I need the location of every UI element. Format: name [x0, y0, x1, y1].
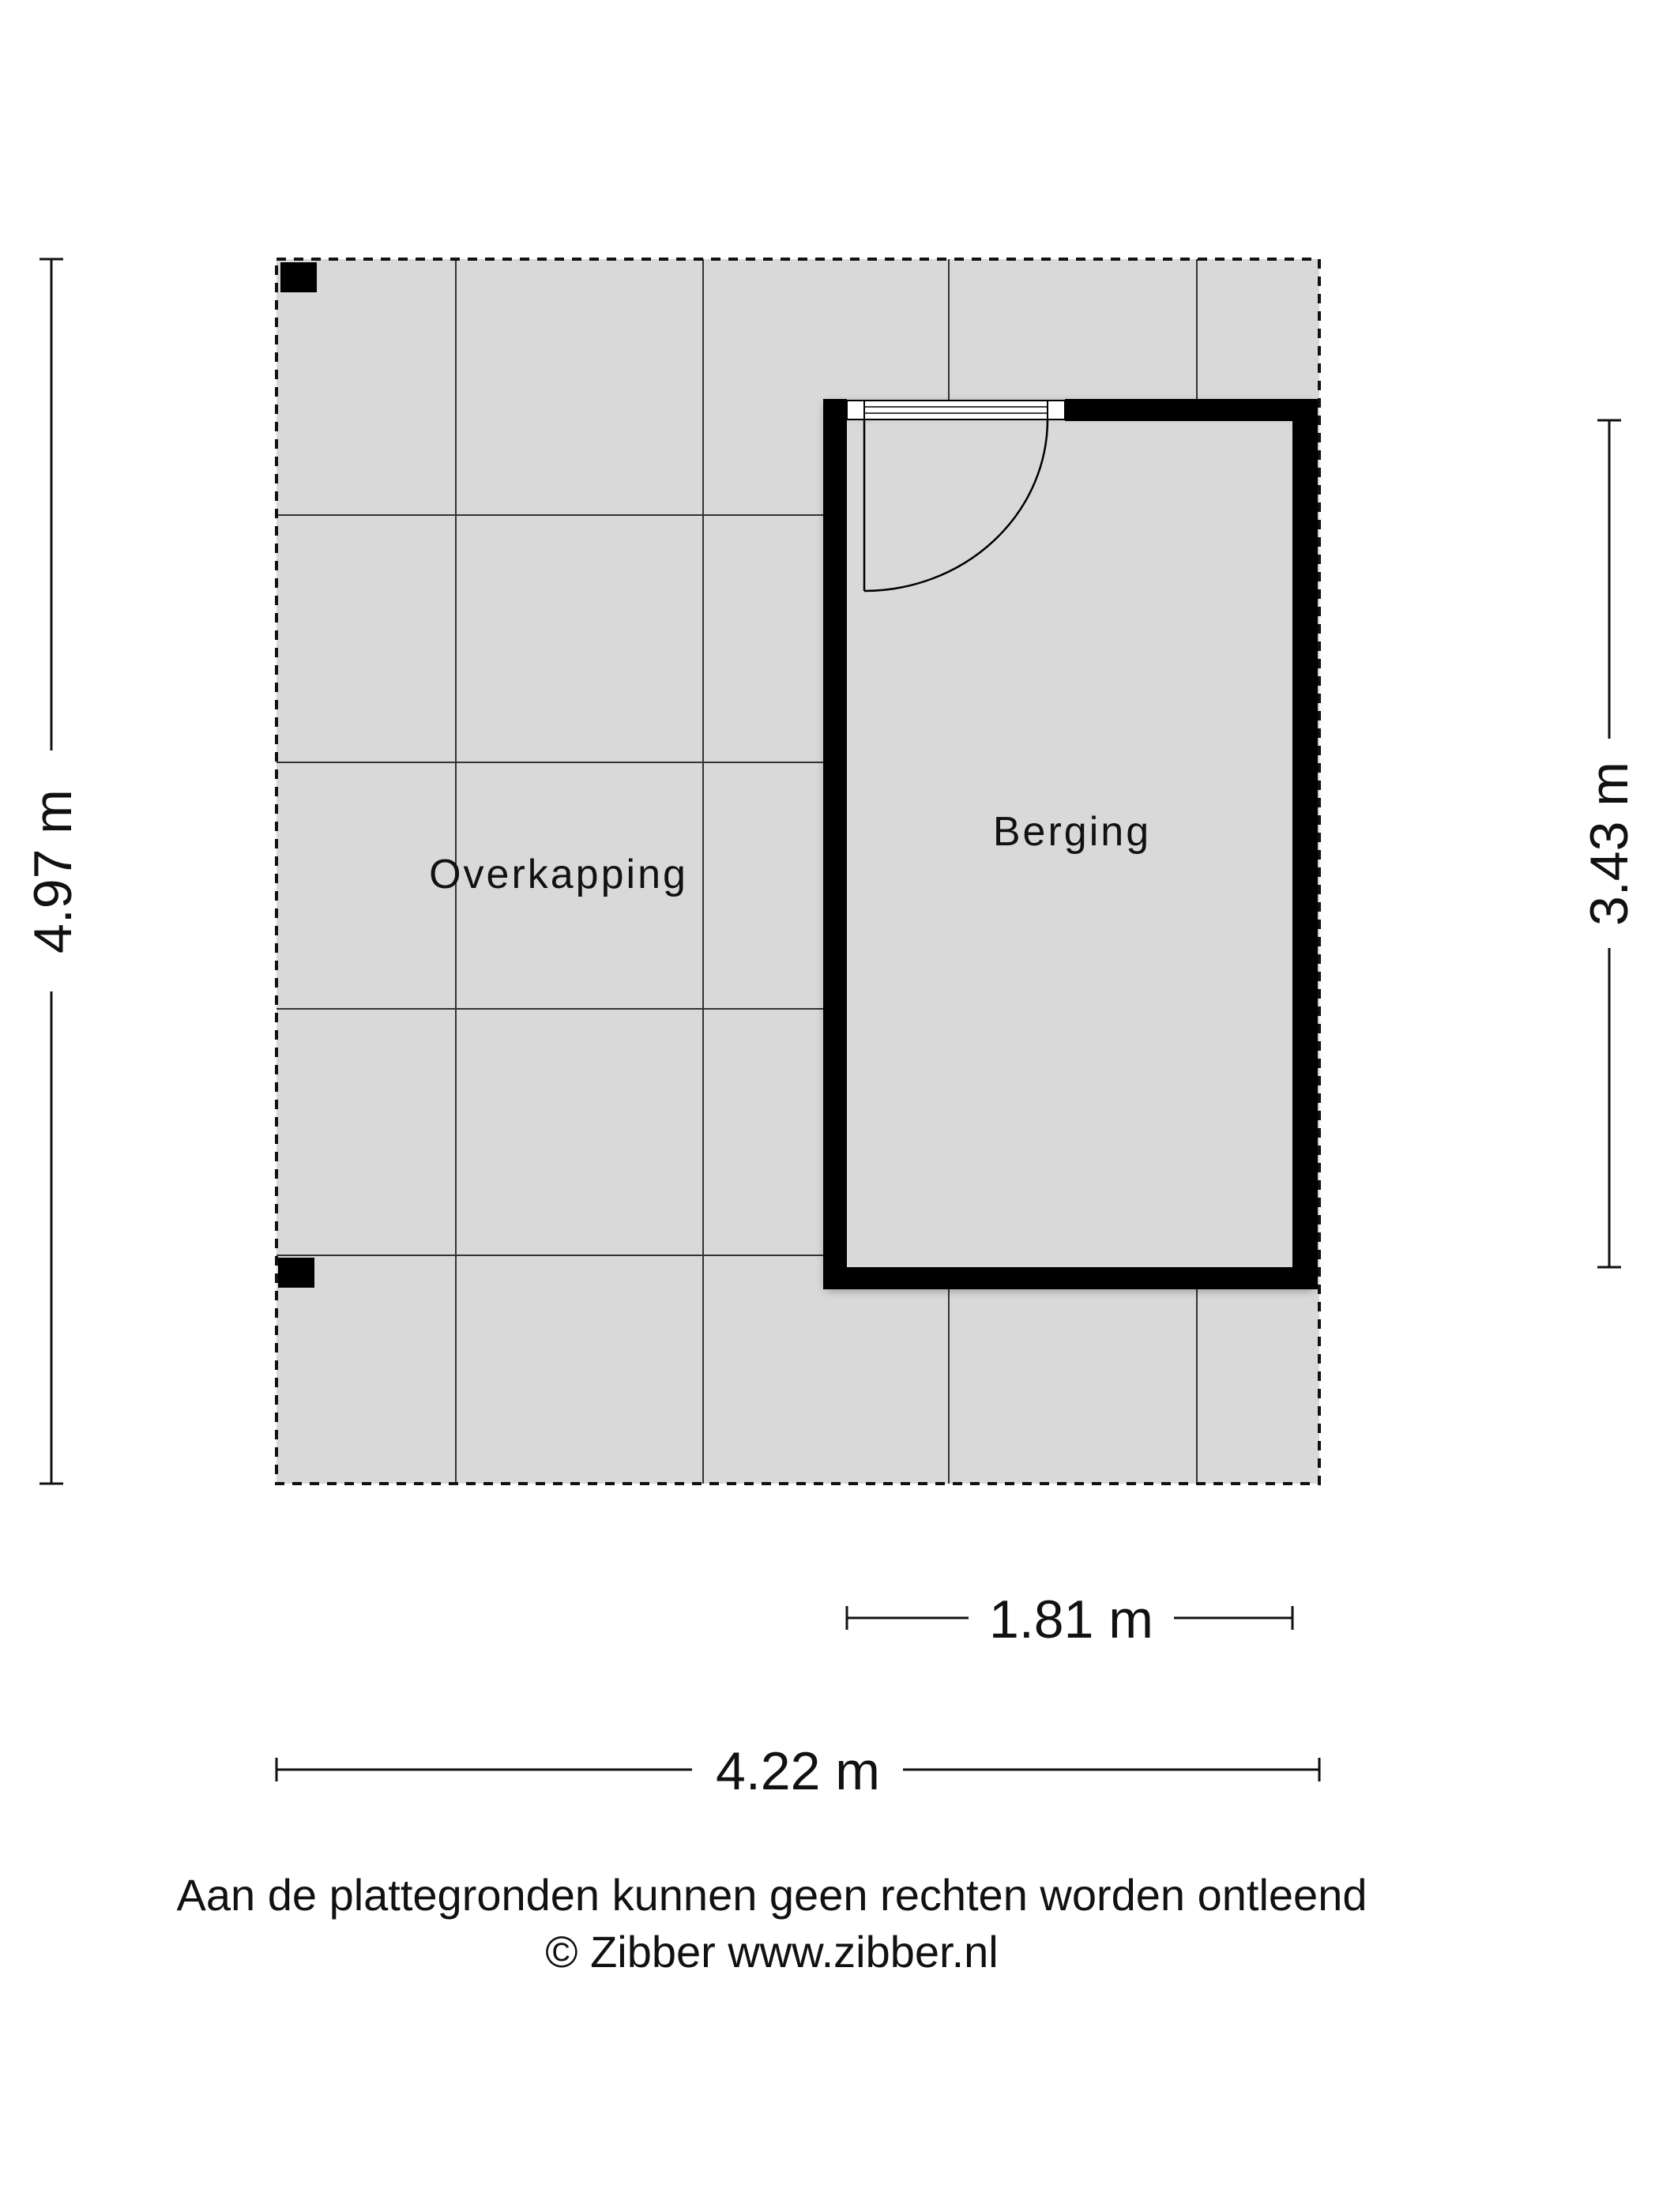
support-post-top: [280, 262, 317, 292]
dimension-label-berging-width: 1.81 m: [989, 1589, 1153, 1650]
support-post-bottom: [278, 1258, 314, 1288]
door-opening: [847, 401, 1065, 419]
room-label-berging: Berging: [992, 809, 1152, 855]
dimension-label-berging-height: 3.43 m: [1579, 762, 1639, 926]
copyright-text: © Zibber www.zibber.nl: [545, 1927, 999, 1977]
disclaimer-text: Aan de plattegronden kunnen geen rechten worden ontleend: [176, 1870, 1367, 1920]
room-label-overkapping: Overkapping: [429, 852, 688, 897]
dimension-label-total-height: 4.97 m: [23, 789, 83, 954]
dimension-label-total-width: 4.22 m: [716, 1741, 880, 1801]
